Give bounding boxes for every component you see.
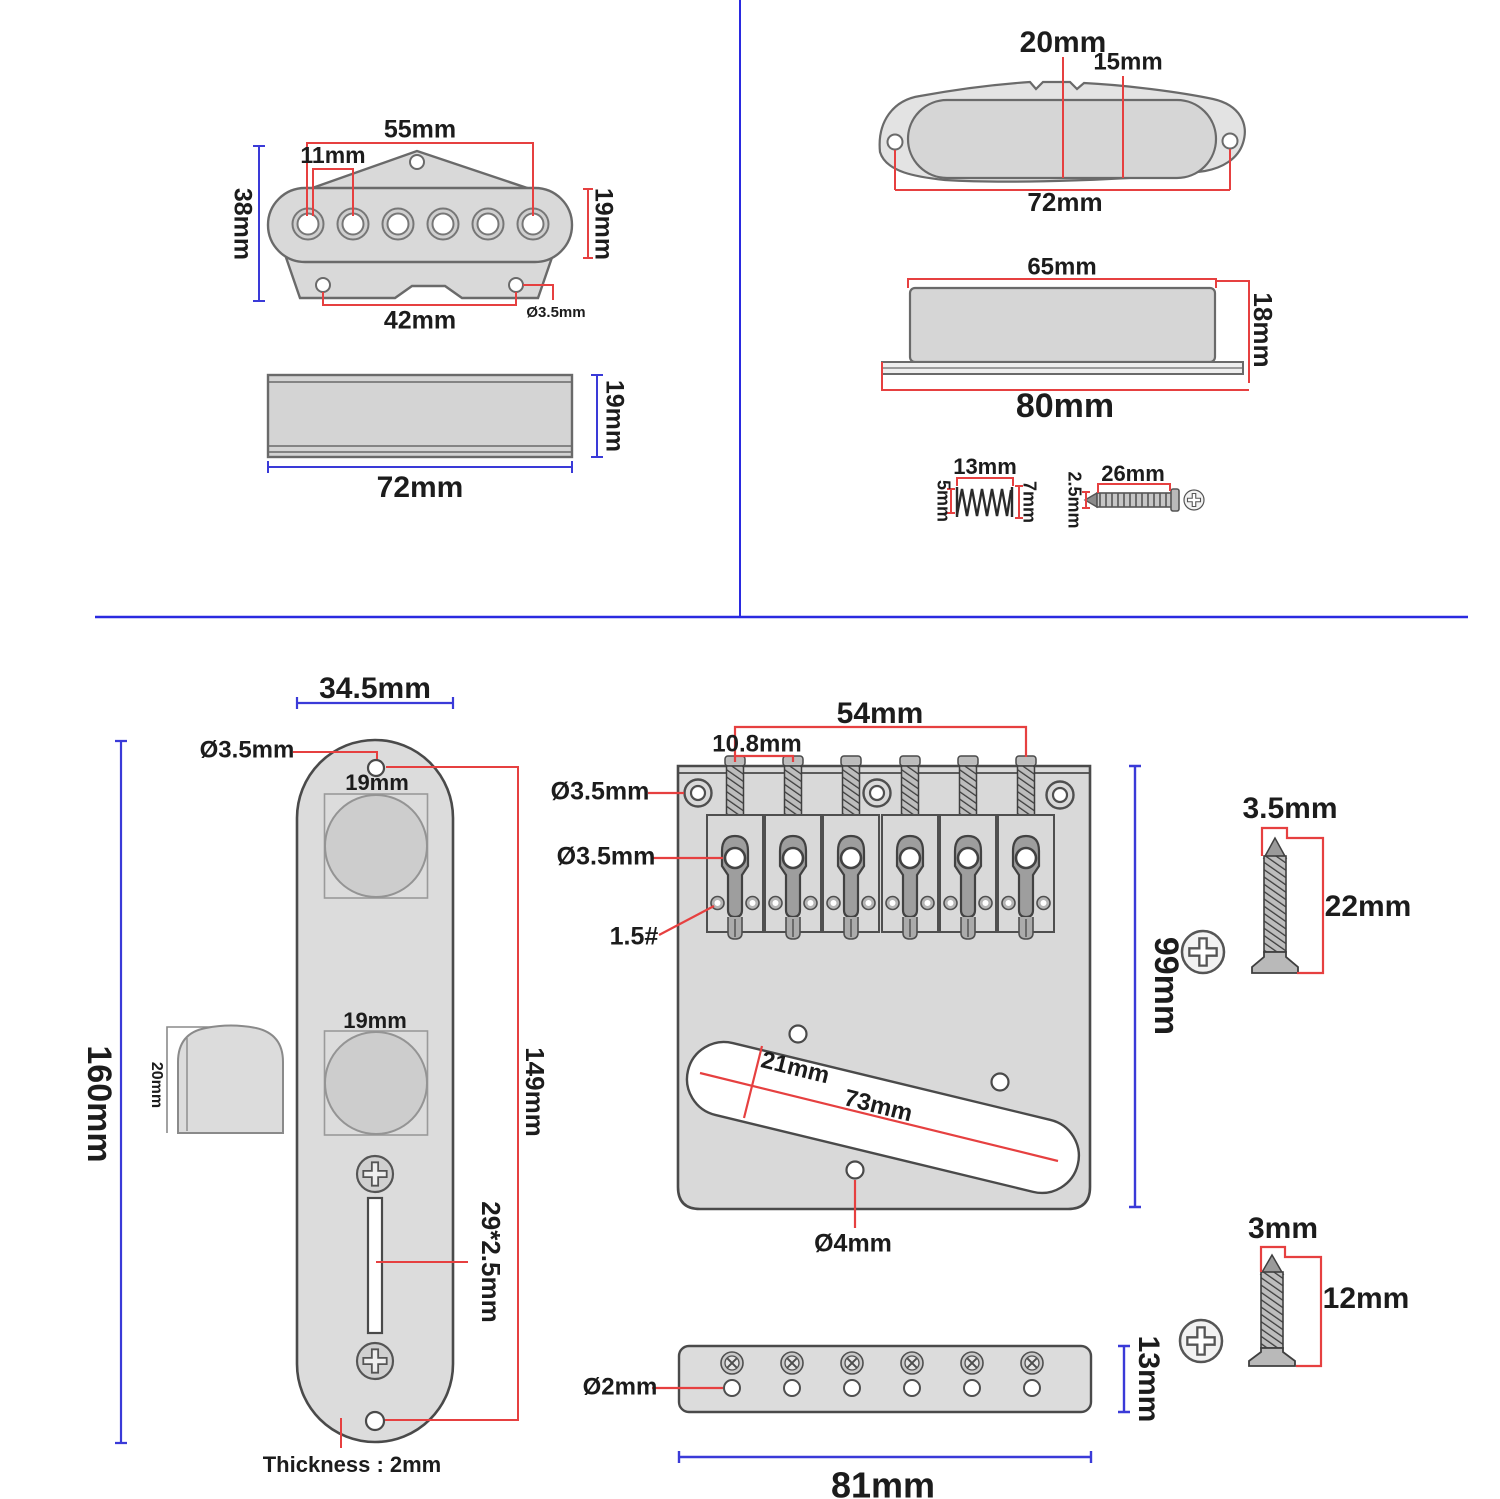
pickup-screw-hole [992, 1074, 1009, 1091]
pole-hole [383, 209, 414, 240]
pickup-side-view [882, 288, 1243, 374]
screw-hole [509, 278, 523, 292]
ear-screw-hole [1223, 134, 1238, 149]
neck-pickup-diagram [880, 26, 1278, 529]
dim-label-mount-hole-dia: Ø3.5mm [199, 736, 295, 764]
saddle [707, 815, 763, 939]
dim-label-screw-large-dia: 3.5mm [1242, 791, 1338, 825]
dim-label-mount-hole-dia: Ø3.5mm [550, 777, 650, 806]
bridge-pickup-plate-diagram [228, 116, 628, 504]
dim-label-screw-length: 26mm [1101, 460, 1165, 486]
dim-label-screw-small-length: 12mm [1322, 1281, 1410, 1315]
mount-screw-small [1249, 1255, 1295, 1366]
mount-screw-large [1252, 838, 1298, 973]
pole-hole [428, 209, 459, 240]
control-plate-diagram [80, 672, 550, 1477]
knob-side-view [167, 1026, 283, 1134]
dim-label-screw-hole-dia: Ø3.5mm [526, 303, 586, 321]
pickup-spring [957, 487, 1012, 517]
dim-label-screw-dia: 2.5mm [1064, 471, 1085, 529]
dim-label-cover-span: 72mm [1027, 186, 1103, 217]
phillips-head-icon [1180, 1320, 1222, 1362]
dim-label-string-pitch: 10.8mm [712, 730, 802, 758]
dim-label-hole-span: 149mm [520, 1047, 551, 1137]
dim-label-plate-length: 160mm [80, 1045, 119, 1163]
pole-hole [473, 209, 504, 240]
plate-side-view [268, 375, 572, 457]
bridge-mount-hole [685, 780, 712, 807]
ear-screw-hole [888, 135, 903, 150]
dim-label-cavity-width: 21mm [758, 1046, 833, 1090]
dim-label-cover-inner-width: 15mm [1093, 48, 1163, 76]
dim-label-body-width: 65mm [1027, 253, 1097, 281]
dim-label-spring-length: 13mm [953, 453, 1017, 479]
dim-label-screw-small-dia: 3mm [1247, 1211, 1319, 1245]
dim-label-base-width: 80mm [1015, 386, 1115, 425]
saddle [765, 815, 821, 939]
dim-label-screw-large-length: 22mm [1324, 889, 1412, 923]
dim-label-saddle-hole-dia: Ø3.5mm [556, 842, 656, 871]
dim-label-plate-width: 34.5mm [319, 671, 431, 705]
dim-label-body-height: 18mm [1248, 292, 1279, 368]
dim-label-spring-small-dia: 5mm [933, 479, 954, 523]
dim-label-knob-height: 20mm [147, 1061, 165, 1109]
bridge-mount-hole [864, 780, 891, 807]
dim-label-wrench-size: 1.5# [609, 922, 659, 951]
plate-screw [357, 1343, 393, 1379]
saddle [940, 815, 996, 939]
bridge-mount-hole [1047, 782, 1074, 809]
dim-label-switch-slot: 29*2.5mm [476, 1201, 507, 1323]
dim-label-side-width: 72mm [376, 470, 464, 504]
tone-knob [325, 1031, 428, 1135]
dim-label-string-span: 55mm [383, 115, 457, 144]
dim-label-screw-span: 42mm [383, 306, 457, 335]
dim-label-string-span: 54mm [836, 696, 924, 730]
switch-slot [368, 1198, 382, 1333]
phillips-head-icon [1184, 490, 1204, 510]
dim-label-ferrule-hole-dia: Ø2mm [582, 1373, 658, 1401]
bridge-diagram [551, 697, 1412, 1499]
pickup-screw-hole [790, 1026, 807, 1043]
dim-label-cover-top-width: 20mm [1019, 25, 1107, 59]
dim-label-ferrule-bar-width: 81mm [830, 1464, 936, 1499]
saddle [998, 815, 1054, 939]
dim-label-cavity-length: 73mm [841, 1084, 916, 1128]
dim-label-pole-spacing: 11mm [300, 142, 366, 169]
dim-label-side-height: 19mm [600, 379, 629, 453]
dim-label-ferrule-bar-height: 13mm [1132, 1335, 1166, 1423]
phillips-head-icon [1182, 931, 1224, 973]
saddle [823, 815, 879, 939]
pickup-mount-screw [1085, 489, 1179, 511]
volume-knob [325, 794, 428, 898]
screw-hole [316, 278, 330, 292]
dim-label-plate-length: 99mm [1147, 936, 1186, 1036]
dim-label-right-height: 19mm [589, 187, 618, 261]
saddle [882, 815, 938, 939]
dim-label-spring-large-dia: 7mm [1019, 480, 1040, 524]
wire-hole [847, 1162, 864, 1179]
dim-label-height: 38mm [228, 187, 257, 261]
mount-hole-bottom [366, 1412, 384, 1430]
dim-label-knob2-dia: 19mm [343, 1007, 407, 1033]
thickness-note: Thickness : 2mm [262, 1451, 442, 1477]
apex-screw-hole [410, 155, 424, 169]
dim-label-wire-hole-dia: Ø4mm [814, 1229, 892, 1258]
dim-label-knob1-dia: 19mm [345, 769, 409, 795]
plate-screw [357, 1156, 393, 1192]
